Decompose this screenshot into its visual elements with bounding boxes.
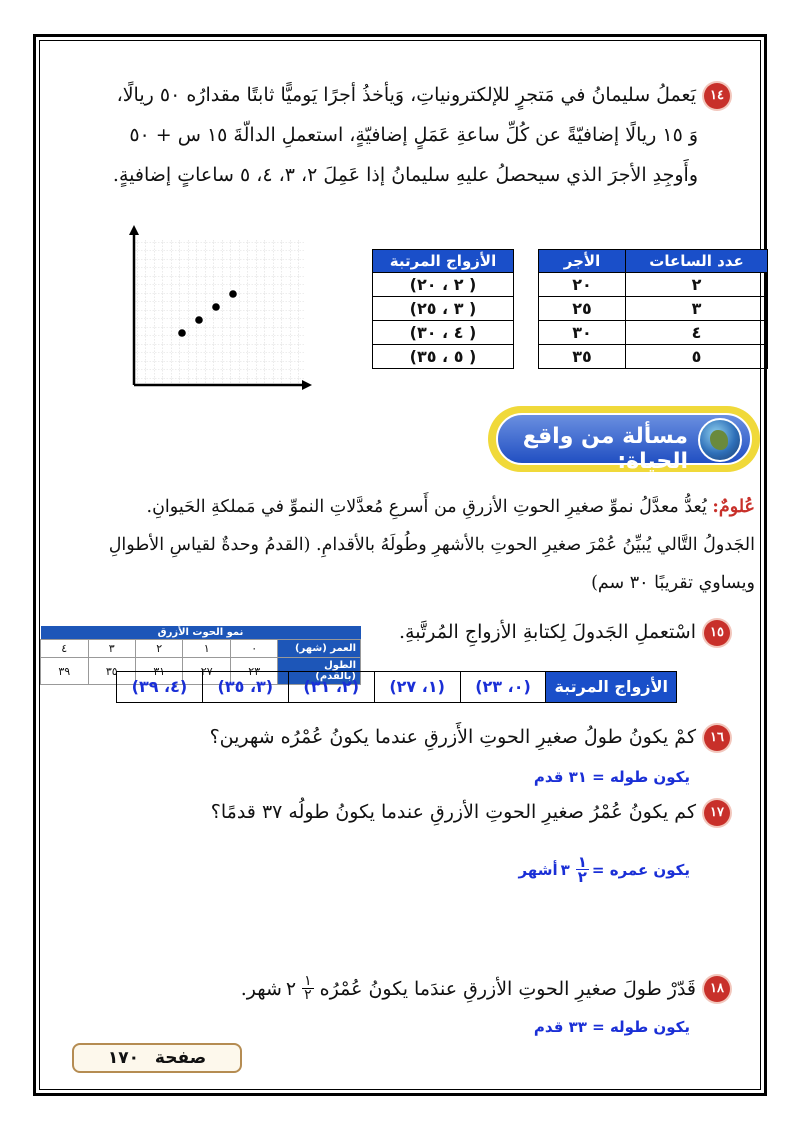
question-18-text-end: شهر. bbox=[240, 977, 282, 1000]
fraction-denominator: ٢ bbox=[304, 987, 312, 1003]
table-gap bbox=[514, 321, 539, 345]
science-line-3: ويساوي تقريبًا ٣٠ سم) bbox=[591, 573, 755, 593]
question-14-line-1: يَعملُ سليمانُ في مَتجرٍ للإلكترونياتِ، وَيأخذُ أجرًا يَوميًّا ثابتًا مقدارُه ٥٠ ريالًا، bbox=[116, 84, 696, 106]
science-label: عُلومٌ: bbox=[712, 497, 755, 517]
table-gap bbox=[514, 345, 539, 369]
question-17-answer bbox=[518, 855, 690, 884]
answer-whole: ٣ bbox=[560, 860, 570, 879]
wage-cell: ٣٠ bbox=[539, 321, 626, 345]
science-line-1: يُعدُّ معدَّلُ نموِّ صغيرِ الحوتِ الأزرقِ من أَسرعِ مُعدَّلاتِ النموِّ في مَملكةِ الحَيوانِ. bbox=[146, 497, 713, 517]
question-number-badge: ١٧ bbox=[704, 800, 730, 826]
graph-point bbox=[212, 303, 220, 311]
question-15 bbox=[399, 620, 730, 646]
pair-cell: ( ٥ ، ٣٥) bbox=[373, 345, 514, 369]
length-cell: ٣٩ bbox=[41, 658, 89, 685]
fraction-denominator: ٢ bbox=[577, 868, 587, 886]
fraction-numerator: ١ bbox=[304, 973, 312, 989]
graph-point bbox=[178, 329, 186, 337]
banner-inner bbox=[496, 413, 752, 474]
wage-cell: ٢٥ bbox=[539, 297, 626, 321]
age-cell: ٣ bbox=[88, 640, 135, 658]
fraction bbox=[302, 975, 314, 1002]
wage-table-row bbox=[373, 273, 768, 297]
wage-cell: ٢٠ bbox=[539, 273, 626, 297]
question-number-badge: ١٦ bbox=[704, 725, 730, 751]
real-life-banner bbox=[488, 406, 760, 472]
age-cell: ٠ bbox=[230, 640, 277, 658]
whale-table-title: نمو الحوت الأزرق bbox=[41, 626, 361, 640]
age-cell: ٢ bbox=[135, 640, 182, 658]
question-17-text: كم يكونُ عُمْرُ صغيرِ الحوتِ الأزرقِ عندما يكونُ طولُه ٣٧ قدمًا؟ bbox=[210, 801, 696, 823]
table-gap bbox=[514, 297, 539, 321]
header-ordered-pairs: الأزواج المرتبة bbox=[373, 250, 514, 273]
question-number-badge: ١٨ bbox=[704, 976, 730, 1002]
page-number: ١٧٠ bbox=[107, 1048, 139, 1068]
hours-cell: ٤ bbox=[626, 321, 768, 345]
ordered-pair-cell: (١، ٢٧) bbox=[375, 672, 461, 702]
question-18-answer: يكون طوله = ٣٣ قدم bbox=[533, 1018, 690, 1036]
length-cell: ٢٧ bbox=[183, 658, 230, 685]
length-row-label: الطول (بالقدم) bbox=[278, 658, 361, 685]
answer-suffix: أشهر bbox=[518, 860, 558, 879]
hours-cell: ٣ bbox=[626, 297, 768, 321]
fraction bbox=[576, 855, 589, 884]
ordered-pair-cell: (٣، ٣٥) bbox=[203, 672, 289, 702]
header-hours: عدد الساعات bbox=[626, 250, 768, 273]
page-number-label bbox=[72, 1043, 242, 1073]
question-14-line-2: وَ ١٥ ريالًا إضافيّةً عن كُلِّ ساعةِ عَمَلٍ إضافيّةٍ، استعملِ الدالّةَ ١٥ س + ٥٠ bbox=[129, 124, 698, 146]
pair-cell: ( ٢ ، ٢٠) bbox=[373, 273, 514, 297]
ordered-pairs-row bbox=[116, 671, 677, 703]
age-cell: ٤ bbox=[41, 640, 89, 658]
wage-table-row bbox=[373, 297, 768, 321]
pair-cell: ( ٣ ، ٢٥) bbox=[373, 297, 514, 321]
whole-number: ٢ bbox=[285, 977, 297, 1000]
ordered-pair-cell: (٠، ٢٣) bbox=[461, 672, 547, 702]
y-axis-arrow bbox=[129, 225, 139, 235]
question-number-badge: ١٥ bbox=[704, 620, 730, 646]
ordered-pair-cell: (٤، ٣٩) bbox=[117, 672, 203, 702]
question-14 bbox=[70, 75, 730, 195]
question-15-text: اسْتعملِ الجَدولَ لِكتابةِ الأزواجِ المُرتَّبةِ. bbox=[399, 621, 696, 643]
graph-point bbox=[229, 290, 237, 298]
length-cell: ٢٣ bbox=[230, 658, 277, 685]
graph-grid bbox=[134, 240, 304, 385]
hours-cell: ٥ bbox=[626, 345, 768, 369]
age-row-label: العمر (شهر) bbox=[278, 640, 361, 658]
banner-title: مسألة من واقع الحياة: bbox=[522, 424, 688, 474]
hours-cell: ٢ bbox=[626, 273, 768, 297]
question-18-text: قَدّرْ طولَ صغيرِ الحوتِ الأزرقِ عندَما يكونُ عُمْرُه bbox=[319, 977, 696, 1000]
header-wage: الأجر bbox=[539, 250, 626, 273]
wage-table-row bbox=[373, 321, 768, 345]
age-cell: ١ bbox=[183, 640, 230, 658]
pairs-label: الأزواج المرتبة bbox=[546, 672, 676, 702]
question-16-answer: يكون طوله = ٣١ قدم bbox=[533, 768, 690, 786]
question-17 bbox=[211, 800, 730, 826]
globe-icon bbox=[698, 418, 742, 462]
question-16-text: كمْ يكونُ طولُ صغيرِ الحوتِ الأَزرقِ عندما يكونُ عُمْرُه شهرين؟ bbox=[209, 726, 696, 748]
wage-table-row bbox=[373, 345, 768, 369]
question-number-badge: ١٤ bbox=[704, 83, 730, 109]
graph-point bbox=[195, 316, 203, 324]
ordered-pair-cell: (٢، ٣١) bbox=[289, 672, 375, 702]
pair-cell: ( ٤ ، ٣٠) bbox=[373, 321, 514, 345]
answer-prefix: يكون عمره = bbox=[591, 860, 690, 879]
length-cell: ٣١ bbox=[135, 658, 182, 685]
x-axis-arrow bbox=[302, 380, 312, 390]
length-cell: ٣٥ bbox=[88, 658, 135, 685]
question-16 bbox=[210, 725, 730, 751]
page-word: صفحة bbox=[154, 1048, 207, 1068]
question-14-line-3: وأَوجِدِ الأجرَ الذي سيحصلُ عليهِ سليمانُ إذا عَمِلَ ٢، ٣، ٤، ٥ ساعاتٍ إضافيةٍ. bbox=[112, 164, 698, 186]
table-gap bbox=[514, 273, 539, 297]
scatter-graph bbox=[120, 225, 315, 395]
question-18 bbox=[241, 975, 730, 1002]
science-paragraph bbox=[55, 488, 755, 602]
fraction-numerator: ١ bbox=[577, 853, 587, 871]
science-line-2: الجَدولُ التَّالي يُبيِّنُ عُمْرَ صغيرِ الحوتِ بالأشهرِ وطُولَهُ بالأقدامِ. (القدمُ وحدةٌ لقياسِ الأطوالِ bbox=[108, 535, 755, 555]
wage-table bbox=[372, 249, 768, 369]
wage-cell: ٣٥ bbox=[539, 345, 626, 369]
table-gap bbox=[514, 250, 539, 273]
